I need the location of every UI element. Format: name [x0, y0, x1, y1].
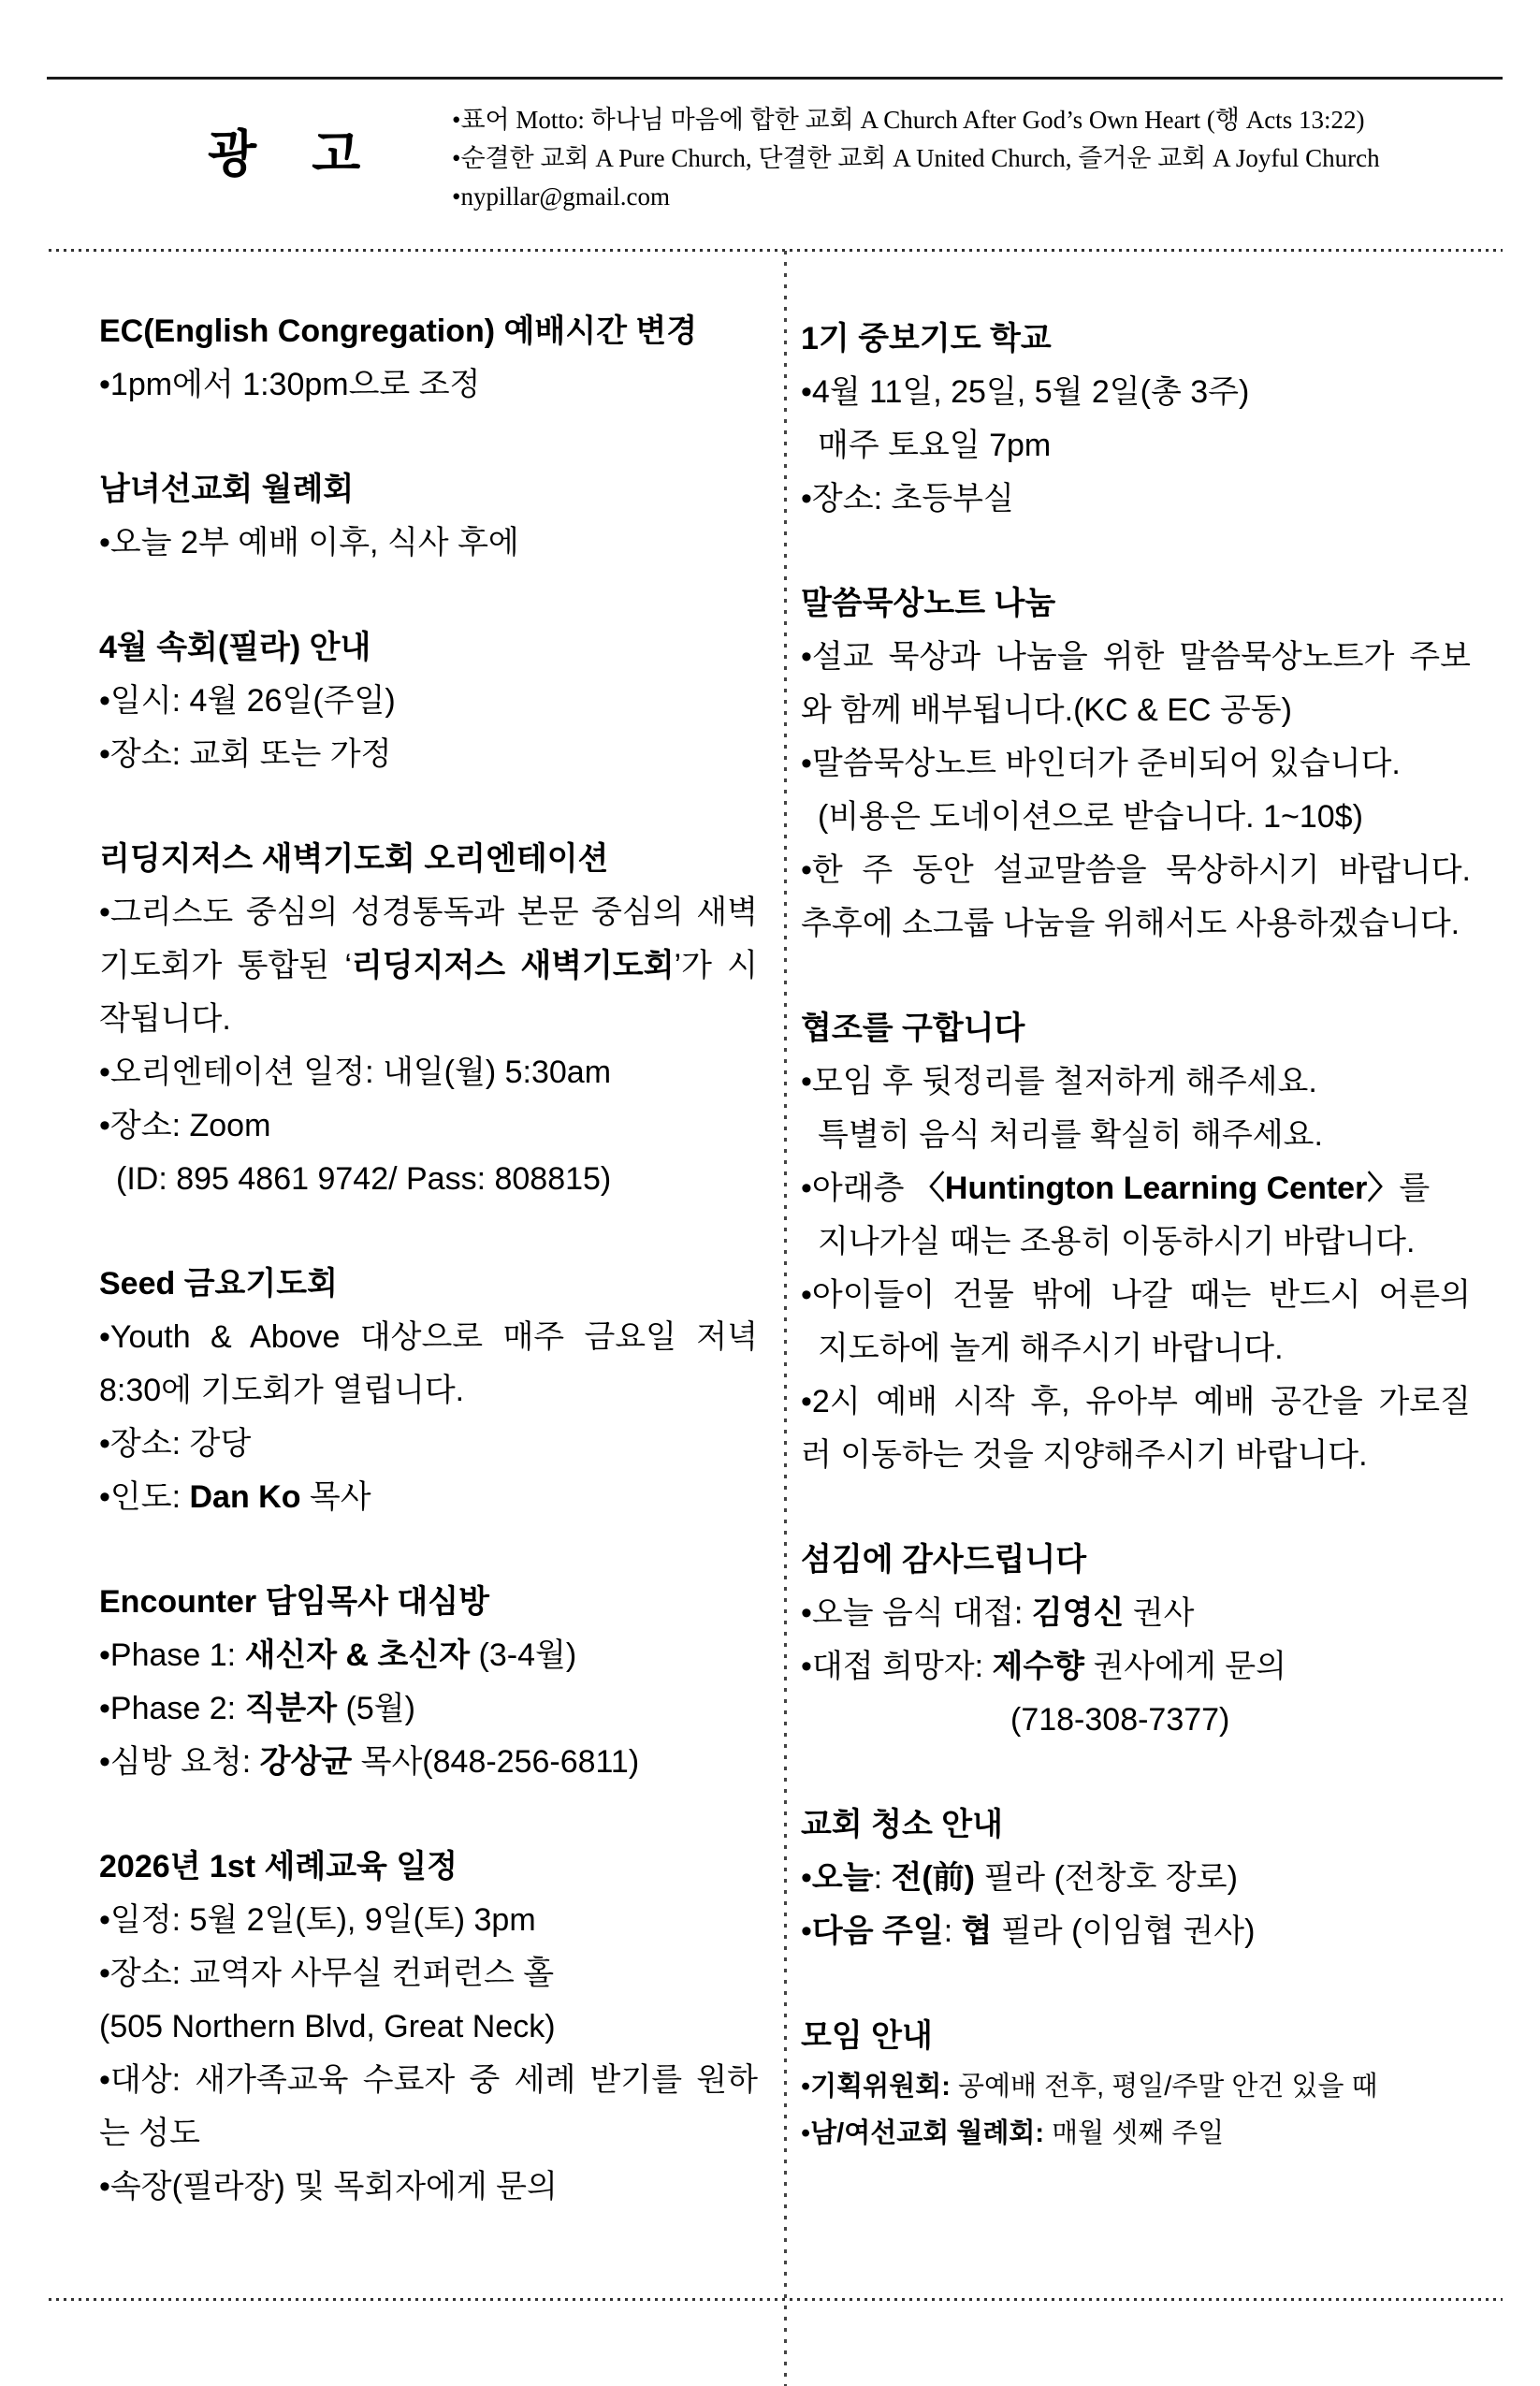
text: 추후에 소그룹 나눔을 위해서도 사용하겠습니다. [801, 906, 1460, 941]
text: : [873, 1860, 892, 1896]
text: •대접 희망자: [801, 1649, 993, 1684]
text: 매월 셋째 주일 [1044, 2118, 1225, 2148]
text: •그리스도 중심의 성경통독과 본문 중심의 새벽 [99, 895, 758, 930]
text: (505 Northern Blvd, Great Neck) [99, 2009, 556, 2044]
text: 작됩니다. [99, 1001, 231, 1037]
text-line [99, 1682, 758, 1736]
bold-text: 기획위원회: [810, 2072, 951, 2102]
text-line [99, 2000, 758, 2054]
section-title: Seed 금요기도회 [99, 1266, 338, 1302]
text: •Youth & Above 대상으로 매주 금요일 저녁 [99, 1319, 758, 1355]
text: 목사(848-256-6811) [352, 1744, 640, 1780]
text-line [801, 1587, 1471, 1640]
text: •4월 11일, 25일, 5월 2일(총 3주) [801, 374, 1250, 410]
section-title: 말씀묵상노트 나눔 [801, 586, 1056, 621]
text-line [801, 2110, 1471, 2157]
announcement-section [99, 1840, 758, 2214]
text: •Phase 1: [99, 1637, 245, 1673]
announcements-column-right [801, 251, 1471, 2208]
announcement-section [801, 313, 1471, 526]
text: •장소: 초등부실 [801, 481, 1014, 516]
text: •장소: 교역자 사무실 컨퍼런스 홀 [99, 1956, 555, 1991]
header-top-rule [47, 77, 1503, 80]
text-line [99, 675, 758, 728]
section-title: 협조를 구합니다 [801, 1011, 1025, 1046]
text: 권사 [1124, 1595, 1195, 1631]
section-title: 섬김에 감사드립니다 [801, 1542, 1087, 1578]
text: •속장(필라장) 및 목회자에게 문의 [99, 2169, 558, 2204]
text: •아이들이 건물 밖에 나갈 때는 반드시 어른의 [801, 1277, 1471, 1313]
bold-text: 전(前) [891, 1860, 976, 1896]
page-title: 광 고 [208, 126, 382, 182]
section-title: 4월 속회(필라) 안내 [99, 630, 371, 665]
text-line [99, 1894, 758, 1947]
text-line [801, 684, 1471, 737]
text-line [99, 1099, 758, 1153]
text: •2시 예배 시작 후, 유아부 예배 공간을 가로질 [801, 1384, 1471, 1419]
bold-text: 협 [961, 1913, 993, 1949]
text: •Phase 2: [99, 1691, 245, 1726]
text: (5월) [337, 1691, 415, 1726]
text-line [801, 1640, 1471, 1694]
text-line [801, 1852, 1471, 1905]
bold-text: 다음 주일 [811, 1913, 944, 1949]
text-line [801, 1055, 1471, 1109]
text: (비용은 도네이션으로 받습니다. 1~10$) [818, 799, 1363, 835]
text: •대상: 새가족교육 수료자 중 세례 받기를 원하 [99, 2062, 758, 2098]
text-line [801, 1429, 1471, 1482]
announcements-column-left [99, 251, 758, 2265]
text: 권사에게 문의 [1084, 1649, 1286, 1684]
text-line [99, 1736, 758, 1789]
text-line [801, 1269, 1471, 1322]
text: •오늘 2부 예배 이후, 식사 후에 [99, 525, 519, 560]
text: 필라 (전창호 장로) [975, 1860, 1238, 1896]
text-line [801, 2063, 1471, 2110]
bold-text: Dan Ko [189, 1479, 301, 1515]
announcement-section [99, 833, 758, 1206]
bold-text: 직분자 [244, 1691, 338, 1726]
text: •모임 후 뒷정리를 철저하게 해주세요. [801, 1064, 1317, 1099]
announcement-section [99, 1576, 758, 1789]
text: (3-4월) [470, 1637, 577, 1673]
section-title: 모임 안내 [801, 2018, 933, 2054]
text: • [801, 1913, 812, 1949]
section-title: Encounter 담임목사 대심방 [99, 1584, 489, 1620]
text: •장소: 강당 [99, 1426, 252, 1462]
text-line [99, 1418, 758, 1471]
bold-text: 제수향 [992, 1649, 1085, 1684]
text: 목사 [300, 1479, 371, 1515]
column-divider-dotted [784, 251, 787, 2386]
church-motto-block [452, 101, 1380, 216]
announcement-section [801, 1002, 1471, 1482]
text-line [99, 993, 758, 1046]
text: 기도회가 통합된 ‘ [99, 948, 352, 983]
text-line [801, 419, 1471, 473]
text: : [943, 1913, 962, 1949]
text-line [801, 897, 1471, 951]
motto-line: •순결한 교회 A Pure Church, 단결한 교회 A United Church, 즐거운 교회 A Joyful Church [452, 144, 1380, 172]
text: •아래층 [801, 1171, 913, 1206]
text: •일시: 4월 26일(주일) [99, 683, 396, 719]
bold-text: 새신자 & 초신자 [244, 1637, 471, 1673]
text-line [99, 1947, 758, 2000]
text-line [99, 1629, 758, 1682]
text: 매주 토요일 7pm [818, 428, 1052, 463]
text-line [801, 844, 1471, 897]
text-line [801, 1109, 1471, 1162]
text: 는 성도 [99, 2116, 200, 2151]
section-title: 리딩지저스 새벽기도회 오리엔테이션 [99, 841, 609, 877]
text: •1pm에서 1:30pm으로 조정 [99, 367, 481, 402]
bold-text: 리딩지저스 새벽기도회 [351, 948, 675, 983]
text: 를 [1399, 1171, 1431, 1206]
text-line [99, 2160, 758, 2214]
text: •심방 요청: [99, 1744, 260, 1780]
announcement-section [99, 1258, 758, 1524]
text: •일정: 5월 2일(토), 9일(토) 3pm [99, 1902, 536, 1938]
announcement-section [801, 1798, 1471, 1958]
text: •인도: [99, 1479, 190, 1515]
text: ’가 시 [674, 948, 758, 983]
text: • [801, 2072, 811, 2102]
text: • [801, 1860, 812, 1896]
section-title: 1기 중보기도 학교 [801, 321, 1052, 356]
text-line [99, 728, 758, 781]
text: 와 함께 배부됩니다.(KC & EC 공동) [801, 692, 1292, 728]
text: •장소: 교회 또는 가정 [99, 736, 392, 772]
announcement-section [801, 2010, 1471, 2157]
text-line [99, 2054, 758, 2107]
text-line [801, 737, 1471, 791]
bold-text: 김영신 [1031, 1595, 1125, 1631]
text-line [801, 1162, 1471, 1215]
text-line [99, 886, 758, 939]
text-line [99, 516, 758, 570]
text-line [801, 1905, 1471, 1958]
text-line [99, 1046, 758, 1099]
text-line [99, 358, 758, 412]
text-line [801, 1375, 1471, 1429]
text-line [99, 1471, 758, 1524]
section-title: 남녀선교회 월례회 [99, 472, 355, 507]
announcement-section [99, 305, 758, 412]
text: •한 주 동안 설교말씀을 묵상하시기 바랍니다. [801, 852, 1471, 888]
text-line [99, 939, 758, 993]
text: 특별히 음식 처리를 확실히 해주세요. [818, 1117, 1323, 1153]
motto-email: •nypillar@gmail.com [452, 182, 671, 211]
text: •설교 묵상과 나눔을 위한 말씀묵상노트가 주보 [801, 639, 1471, 675]
text: •오늘 음식 대접: [801, 1595, 1032, 1631]
bold-text: 남/여선교회 월례회: [810, 2118, 1045, 2148]
bold-text: 강상균 [259, 1744, 353, 1780]
text-line [801, 473, 1471, 526]
announcement-section [99, 621, 758, 781]
bold-text: 〈Huntington Learning Center〉 [912, 1171, 1400, 1206]
section-title: EC(English Congregation) 예배시간 변경 [99, 313, 698, 349]
text: 공예배 전후, 평일/주말 안건 있을 때 [950, 2072, 1378, 2102]
text-line [801, 1215, 1471, 1269]
section-title: 2026년 1st 세례교육 일정 [99, 1849, 458, 1884]
announcement-section [99, 463, 758, 570]
text: (ID: 895 4861 9742/ Pass: 808815) [116, 1161, 612, 1197]
text-line [99, 1153, 758, 1206]
text-line [801, 791, 1471, 844]
motto-line: •표어 Motto: 하나님 마음에 합한 교회 A Church After God’s Own Heart (행 Acts 13:22) [452, 106, 1365, 134]
text: 8:30에 기도회가 열립니다. [99, 1373, 465, 1408]
text-line [99, 2107, 758, 2160]
text: 지도하에 놀게 해주시기 바랍니다. [818, 1331, 1284, 1366]
text: •오리엔테이션 일정: 내일(월) 5:30am [99, 1055, 612, 1090]
text: 필라 (이임협 권사) [992, 1913, 1256, 1949]
announcement-section [801, 577, 1471, 951]
text: •말씀묵상노트 바인더가 준비되어 있습니다. [801, 746, 1401, 781]
text-line [801, 631, 1471, 684]
text: • [801, 2118, 811, 2148]
text-line [801, 1322, 1471, 1375]
text: •장소: Zoom [99, 1108, 271, 1143]
bold-text: 오늘 [811, 1860, 874, 1896]
text-line [99, 1311, 758, 1364]
section-title: 교회 청소 안내 [801, 1807, 1003, 1842]
footer-dotted-rule [49, 2298, 1503, 2301]
text-line [801, 1694, 1471, 1747]
text-line [801, 366, 1471, 419]
announcement-section [801, 1534, 1471, 1747]
text: 러 이동하는 것을 지양해주시기 바랍니다. [801, 1437, 1368, 1473]
text: 지나가실 때는 조용히 이동하시기 바랍니다. [818, 1224, 1416, 1259]
text-line [99, 1364, 758, 1418]
text: (718-308-7377) [1010, 1702, 1230, 1738]
